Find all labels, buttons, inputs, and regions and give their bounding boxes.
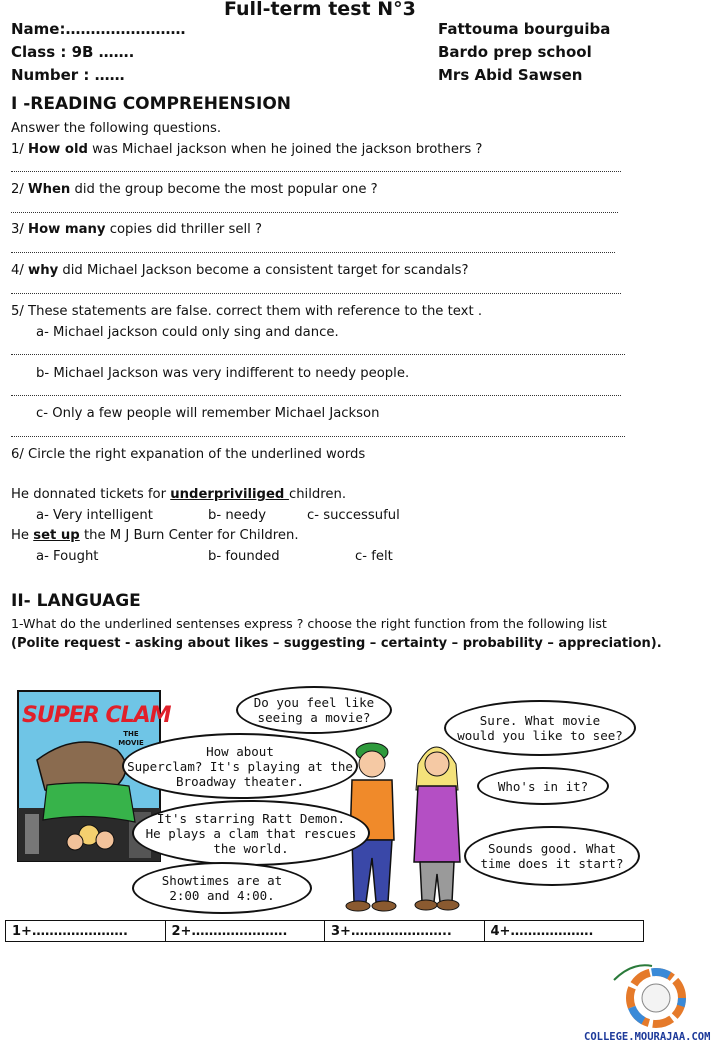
statement-5c: c- Only a few people will remember Michael Jackson [36,406,380,421]
answer-line-1[interactable] [11,171,621,172]
comic-illustration [0,670,721,915]
question-1: 1/ How old was Michael jackson when he joined the jackson brothers ? [11,142,483,157]
school-name: Fattouma bourguiba [438,20,611,38]
reading-instruction: Answer the following questions. [11,121,222,136]
option-1b[interactable]: b- needy [208,508,267,523]
poster-subtitle: THE MOVIE [118,730,144,747]
number-field: Number : …… [11,66,125,84]
school: Bardo prep school [438,43,592,61]
table-row [6,921,644,942]
question-4: 4/ why did Michael Jackson become a consistent target for scandals? [11,263,469,278]
answer-cell-4[interactable]: 4+………………. [484,921,644,942]
speech-bubble-5: It's starring Ratt Demon. He plays a clam that rescues the world. [132,800,370,866]
sentence-2: He set up the M J Burn Center for Children. [11,528,299,543]
option-1c[interactable]: c- successuful [307,508,400,523]
answer-line-5c[interactable] [11,436,625,437]
speech-bubble-2: Sure. What movie would you like to see? [444,700,636,756]
language-heading: II- LANGUAGE [11,591,141,611]
teacher: Mrs Abid Sawsen [438,66,583,84]
option-2a[interactable]: a- Fought [36,549,99,564]
girl-figure-image [404,734,470,912]
question-6: 6/ Circle the right expanation of the underlined words [11,447,366,462]
statement-5a: a- Michael jackson could only sing and dance. [36,325,339,340]
question-5: 5/ These statements are false. correct them with reference to the text . [11,304,483,319]
speech-bubble-7: Showtimes are at 2:00 and 4:00. [132,862,312,914]
option-2c[interactable]: c- felt [355,549,393,564]
name-field: Name:…………………… [11,20,186,38]
class-field: Class : 9B ……. [11,43,135,61]
answer-cell-1[interactable]: 1+…………………. [6,921,166,942]
speech-bubble-4: Who's in it? [477,767,609,805]
answer-line-5b[interactable] [11,395,621,396]
option-1a[interactable]: a- Very intelligent [36,508,153,523]
site-url[interactable]: COLLEGE.MOURAJAA.COM [584,1031,711,1043]
sentence-1: He donnated tickets for underpriviliged children. [11,487,347,502]
answer-line-3[interactable] [11,252,615,253]
speech-bubble-6: Sounds good. What time does it start? [464,826,640,886]
function-list: (Polite request - asking about likes – suggesting – certainty – probability – appreciation). [11,636,662,651]
answer-cell-3[interactable]: 3+………………….. [325,921,485,942]
option-2b[interactable]: b- founded [208,549,280,564]
poster-title: SUPER CLAM [22,703,171,728]
language-instruction: 1-What do the underlined sentenses express ? choose the right function from the following list [11,616,607,631]
test-title: Full-term test N°3 [224,0,416,20]
statement-5b: b- Michael Jackson was very indifferent to needy people. [36,366,410,381]
question-3: 3/ How many copies did thriller sell ? [11,222,263,237]
answer-cell-2[interactable]: 2+…………………. [165,921,325,942]
speech-bubble-3: How about Superclam? It's playing at the Broadway theater. [122,733,358,799]
reading-heading: I -READING COMPREHENSION [11,94,292,114]
site-logo-icon [612,958,686,1030]
answer-line-4[interactable] [11,293,621,294]
speech-bubble-1: Do you feel like seeing a movie? [236,686,392,734]
answer-line-5a[interactable] [11,354,625,355]
question-2: 2/ When did the group become the most popular one ? [11,182,378,197]
answer-line-2[interactable] [11,212,618,213]
answer-table [5,920,644,942]
